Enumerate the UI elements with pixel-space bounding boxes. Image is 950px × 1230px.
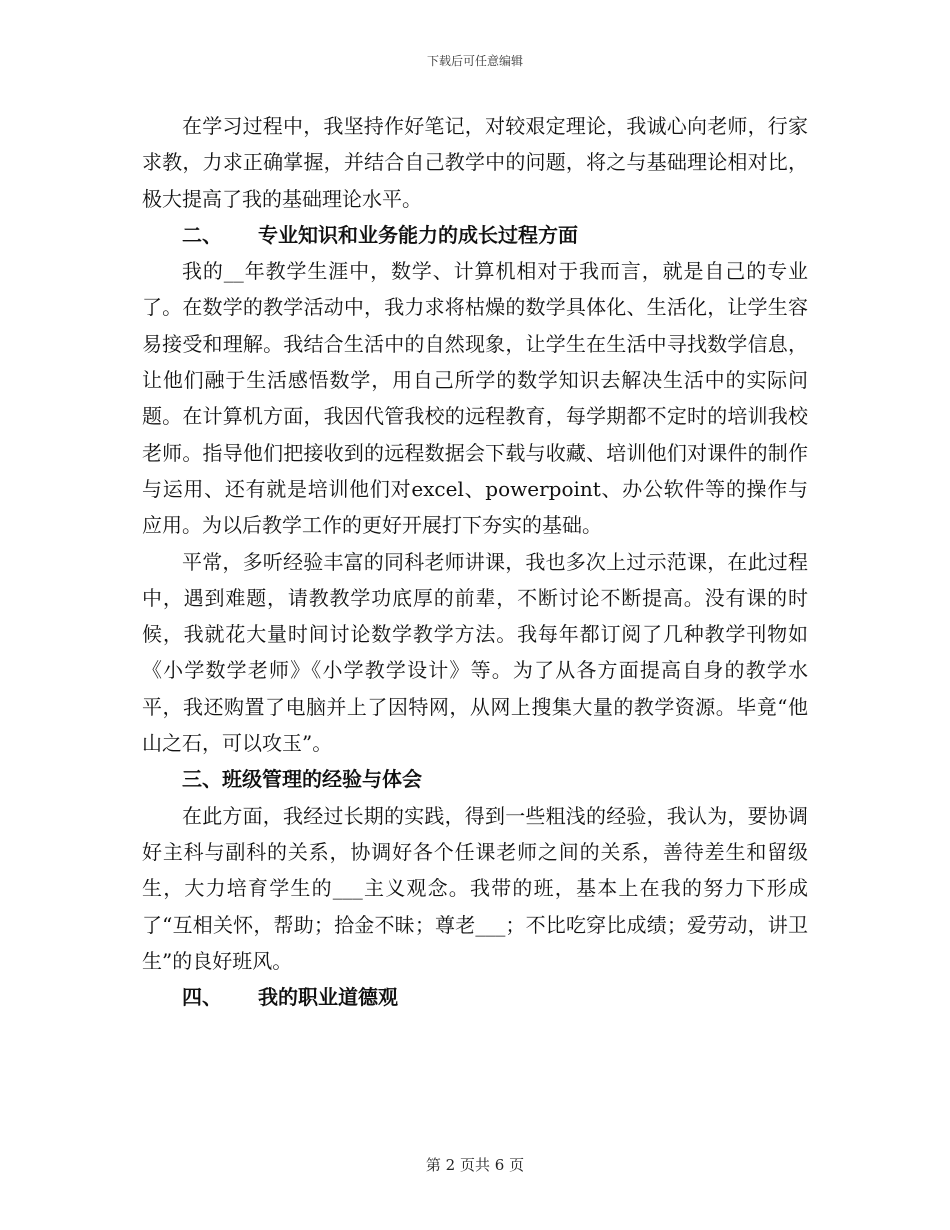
section-heading-4 — [142, 979, 808, 1015]
section-heading-2 — [142, 217, 808, 253]
section-title-4: 我的职业道德观 — [258, 985, 398, 1010]
section-heading-3: 三、班级管理的经验与体会 — [182, 767, 422, 792]
page-number: 第 2 页共 6 页 — [425, 1156, 525, 1174]
paragraph-study-notes: 在学习过程中，我坚持作好笔记，对较艰定理论，我诚心向老师，行家求教，力求正确掌握，并结合自己教学中的问题，将之与基础理论相对比，极大提高了我的基础理论水平。 — [142, 114, 808, 211]
section-number-4: 四、 — [182, 985, 222, 1010]
paragraph-class-management: 在此方面，我经过长期的实践，得到一些粗浅的经验，我认为，要协调好主科与副科的关系，协调好各个任课老师之间的关系，善待差生和留级生，大力培育学生的___主义观念。我带的班，基本上在我的努力下形成了“互相关怀，帮助；拾金不昧；尊老___；不比吃穿比成绩；爱劳动，讲卫生”的良好班风。 — [142, 803, 808, 973]
document-body — [142, 108, 808, 1015]
section-number-2: 二、 — [182, 222, 222, 247]
paragraph-daily-learning: 平常，多听经验丰富的同科老师讲课，我也多次上过示范课，在此过程中，遇到难题，请教教学功底厚的前辈，不断讨论不断提高。没有课的时候，我就花大量时间讨论数学教学方法。我每年都订阅了几种教学刊物如《小学数学老师》《小学教学设计》等。为了从各方面提高自身的教学水平，我还购置了电脑并上了因特网，从网上搜集大量的教学资源。毕竟“他山之石，可以攻玉”。 — [142, 549, 808, 756]
header-note: 下载后可任意编辑 — [426, 54, 523, 68]
section-title-2: 专业知识和业务能力的成长过程方面 — [258, 222, 578, 247]
paragraph-teaching-career: 我的__年教学生涯中，数学、计算机相对于我而言，就是自己的专业了。在数学的教学活动中，我力求将枯燥的数学具体化、生活化，让学生容易接受和理解。我结合生活中的自然现象，让学生在生活中寻找数学信息，让他们融于生活感悟数学，用自己所学的数学知识去解决生活中的实际问题。在计算机方面，我因代管我校的远程教育，每学期都不定时的培训我校老师。指导他们把接收到的远程数据会下载与收藏、培训他们对课件的制作与运用、还有就是培训他们对excel、powerpoint、办公软件等的操作与应用。为以后教学工作的更好开展打下夯实的基础。 — [142, 259, 808, 538]
